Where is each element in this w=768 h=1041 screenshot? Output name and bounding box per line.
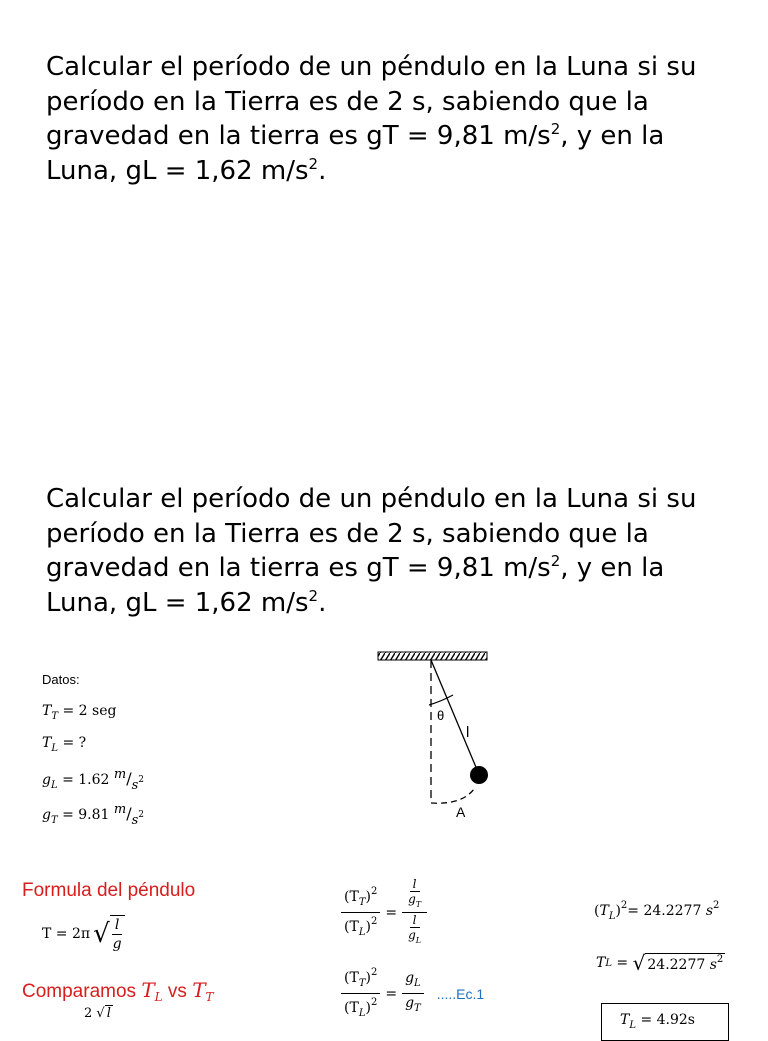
problem-text: . — [318, 155, 327, 186]
problem-line-4 — [46, 586, 708, 621]
point-a-label: A — [456, 804, 466, 820]
problem-line-1: Calcular el período de un péndulo en la Luna si su — [46, 484, 697, 514]
superscript: 2 — [550, 552, 561, 570]
tl-root-result: T L = √ 24.2277 $s^2$ — [596, 951, 724, 975]
compare-mid: vs — [162, 981, 193, 1002]
problem-text: gravedad en la tierra es gT = 9,81 m/s — [46, 121, 551, 151]
problem-line-2: período en la Tierra es de 2 s, sabiendo que la — [46, 86, 649, 117]
tl-squared-result: $(T_L)^2= 24.2277$ $s^2$ — [594, 900, 720, 922]
tt-open: (T — [344, 889, 359, 905]
compare-title: Comparamos $T_L$ vs $T_T$ — [22, 978, 214, 1004]
problem-text: , y en la — [560, 121, 665, 151]
unit-sq: 2 — [138, 810, 145, 820]
formula-left: T = 2π — [42, 926, 91, 942]
problem-text: Luna, gL = 1,62 m/s — [46, 587, 309, 618]
problem-text: , y en la — [560, 553, 665, 583]
pendulum-bob — [470, 766, 488, 784]
superscript: 2 — [550, 120, 561, 138]
datos-title: Datos: — [42, 672, 80, 687]
problem-line-1: Calcular el período de un péndulo en la Luna si su — [46, 52, 697, 82]
datos-tt: $T_T = 2$ seg — [42, 703, 117, 722]
compare-cutoff-formula: 2 √ l — [84, 1006, 111, 1021]
final-answer-box — [601, 1003, 729, 1041]
datos-gl: $g_L = 1.62$ m/s2 — [42, 767, 144, 793]
tl-open: (T — [344, 1000, 359, 1016]
unit-s: s — [131, 778, 139, 793]
problem-statement-top — [46, 50, 708, 188]
unit-m: m — [113, 767, 127, 782]
gt-value: = 9.81 — [62, 807, 110, 823]
problem-text: gravedad en la tierra es gT = 9,81 m/s — [46, 553, 551, 583]
swing-path — [431, 789, 474, 803]
formula-numerator: l — [112, 916, 122, 935]
ratio-equation-2: $\frac{(T_T)^2}{(T_L)^2}$ = $\frac{g_L}{g_T}$ .....Ec.1 — [338, 964, 484, 1023]
ceiling-support — [378, 652, 487, 660]
problem-line-3 — [46, 119, 708, 154]
unit-sq: 2 — [138, 775, 144, 785]
final-value: = 4.92s — [640, 1012, 695, 1028]
problem-text: Luna, gL = 1,62 m/s — [46, 155, 309, 186]
tl-root-value: 24.2277 — [647, 957, 706, 973]
unit-s: s — [131, 813, 139, 828]
length-label: l — [466, 724, 470, 741]
unit-m: m — [113, 802, 127, 817]
problem-statement-bottom — [46, 482, 708, 620]
gl-value: = 1.62 — [62, 772, 110, 788]
ratio-equation-1: $\frac{(T_T)^2}{(T_L)^2}$ = $\frac{\frac{l}{g_T}}{\frac{l}{g_L}}$ — [338, 877, 430, 948]
compare-prefix: Comparamos — [22, 981, 142, 1002]
final-t: T — [620, 1012, 630, 1028]
pendulum-diagram — [370, 645, 500, 825]
formula-title: Formula del péndulo — [22, 880, 196, 901]
tt-value: = 2 seg — [62, 703, 117, 719]
datos-tl: $T_L$ = ? — [42, 735, 87, 754]
problem-text: . — [318, 587, 327, 618]
superscript: 2 — [308, 154, 319, 173]
problem-line-3 — [46, 551, 708, 586]
final-answer: $T_L = 4.92s$ — [620, 1012, 695, 1031]
equation-label: .....Ec.1 — [436, 985, 485, 1002]
pendulum-formula: T = 2π √ $\frac{l}{g}$ — [42, 915, 128, 953]
problem-line-2: período en la Tierra es de 2 s, sabiendo que la — [46, 518, 649, 549]
superscript: 2 — [308, 586, 319, 605]
tl-value: = ? — [62, 735, 87, 751]
formula-denominator: g — [112, 936, 122, 952]
tl-open: (T — [344, 919, 359, 935]
tl-sq-value: = 24.2277 — [627, 903, 702, 919]
datos-gt: $g_T = 9.81$ m/s2 — [42, 802, 145, 828]
problem-line-4 — [46, 154, 708, 189]
theta-label: θ — [437, 708, 445, 723]
tt-open: (T — [344, 970, 359, 986]
